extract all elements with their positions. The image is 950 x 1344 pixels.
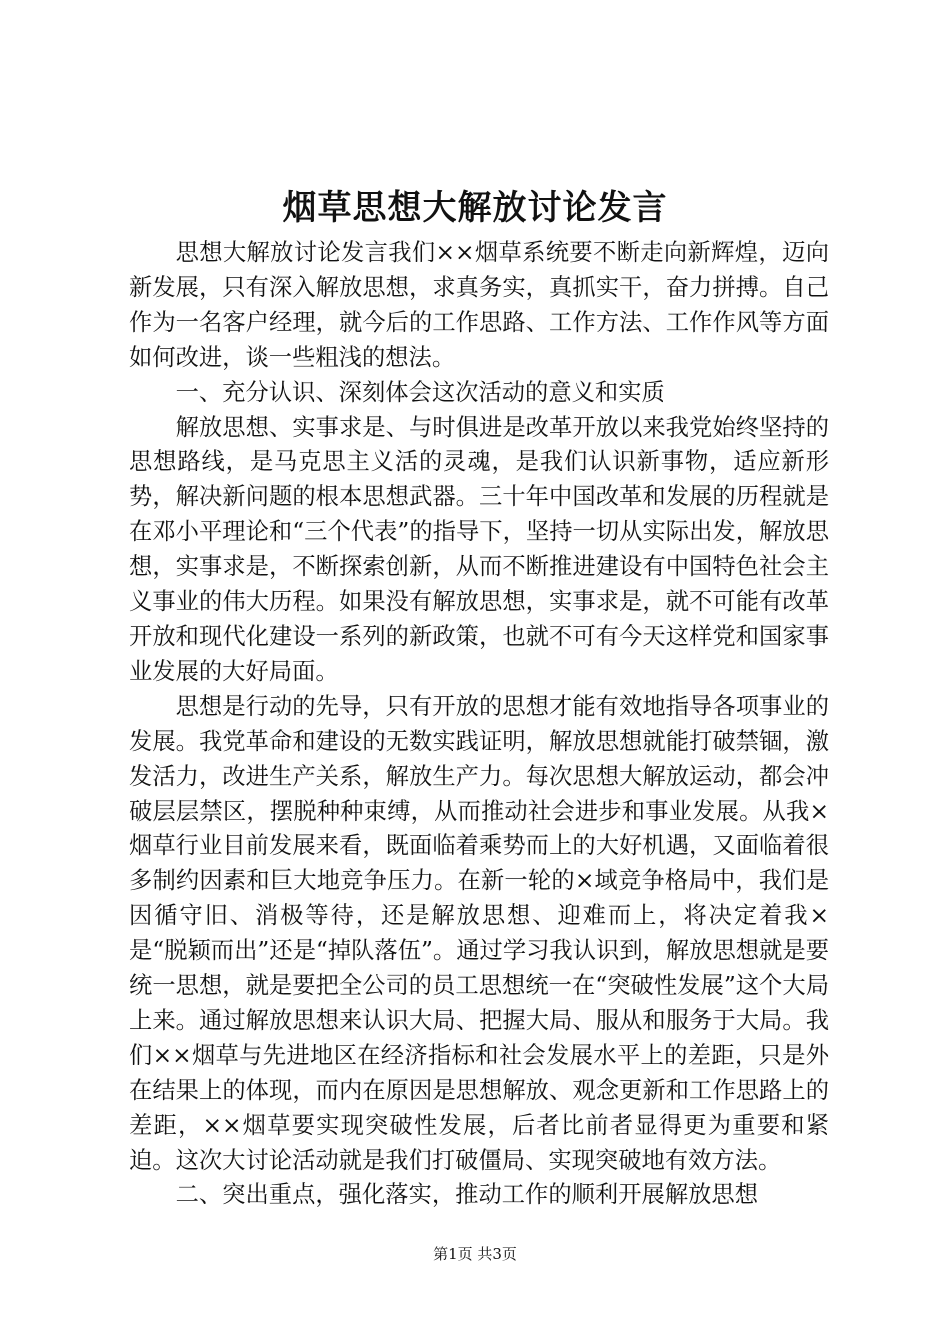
- section-heading-2: 二、突出重点，强化落实，推动工作的顺利开展解放思想: [175, 1181, 759, 1209]
- section-heading-1: 一、充分认识、深刻体会这次活动的意义和实质: [175, 378, 665, 406]
- document-body: [129, 236, 829, 1213]
- paragraph-2: 思想是行动的先导，只有开放的思想才能有效地指导各项事业的发展。我党革命和建设的无数实践证明，解放思想就能打破禁锢，激发活力，改进生产关系，解放生产力。每次思想大解放运动，都会冲破层层禁区，摆脱种种束缚，从而推动社会进步和事业发展。从我×烟草行业目前发展来看，既面临着乘势而上的大好机遇，又面临着很多制约因素和巨大地竞争压力。在新一轮的×域竞争格局中，我们是因循守旧、消极等待，还是解放思想、迎难而上，将决定着我×是“脱颖而出”还是“掉队落伍”。通过学习我认识到，解放思想就是要统一思想，就是要把全公司的员工思想统一在“突破性发展”这个大局上来。通过解放思想来认识大局、把握大局、服从和服务于大局。我们××烟草与先进地区在经济指标和社会发展水平上的差距，只是外在结果上的体现，而内在原因是思想解放、观念更新和工作思路上的差距，××烟草要实现突破性发展，后者比前者显得更为重要和紧迫。这次大讨论活动就是我们打破僵局、实现突破地有效方法。: [129, 692, 829, 1174]
- paragraph-intro: 思想大解放讨论发言我们××烟草系统要不断走向新辉煌，迈向新发展，只有深入解放思想，求真务实，真抓实干，奋力拼搏。自己作为一名客户经理，就今后的工作思路、工作方法、工作作风等方面如何改进，谈一些粗浅的想法。: [129, 239, 829, 371]
- paragraph-1: 解放思想、实事求是、与时俱进是改革开放以来我党始终坚持的思想路线，是马克思主义活的灵魂，是我们认识新事物，适应新形势，解决新问题的根本思想武器。三十年中国改革和发展的历程就是在邓小平理论和“三个代表”的指导下，坚持一切从实际出发，解放思想，实事求是，不断探索创新，从而不断推进建设有中国特色社会主义事业的伟大历程。如果没有解放思想，实事求是，就不可能有改革开放和现代化建设一系列的新政策，也就不可有今天这样党和国家事业发展的大好局面。: [129, 413, 829, 685]
- document-title: 烟草思想大解放讨论发言: [282, 188, 668, 228]
- page-footer: 第1页 共3页: [433, 1245, 517, 1263]
